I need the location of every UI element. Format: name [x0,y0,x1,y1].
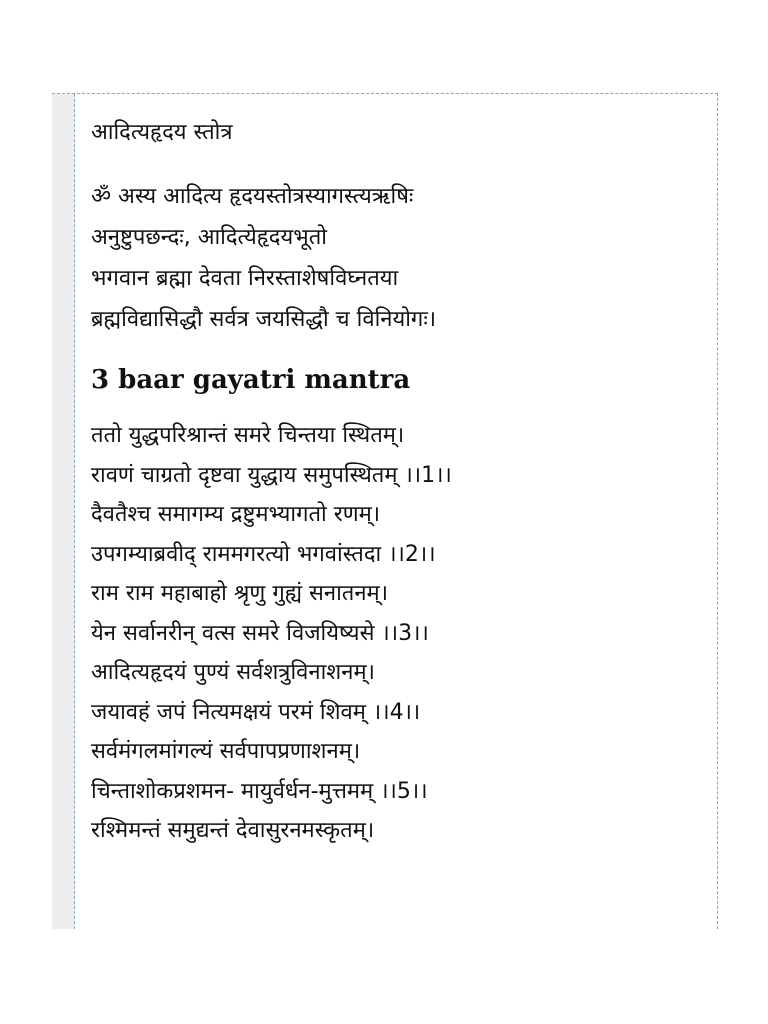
verse-paragraph [91,416,707,851]
verse-line: येन सर्वानरीन् वत्स समरे विजयिष्यसे ।।3।। [91,620,429,646]
verse-line: जयावहं जपं नित्यमक्षयं परमं शिवम् ।।4।। [91,699,421,725]
document-page [52,93,718,929]
intro-line: ब्रह्मविद्यासिद्धौ सर्वत्र जयसिद्धौ च विनियोगः। [91,307,437,332]
document-title: आदित्यहृदय स्तोत्र [91,120,233,145]
verse-line: दैवतैश्च समागम्य द्रष्टुमभ्यागतो रणम्। [91,502,381,527]
verse-line: रावणं चाग्रतो दृष्टवा युद्धाय समुपस्थितम् ।।1।। [91,462,452,488]
verse-line: ततो युद्धपरिश्रान्तं समरे चिन्तया स्थितम्। [91,423,405,448]
verse-line: चिन्ताशोकप्रशमन- मायुर्वर्धन-मुत्तमम् ।।5।। [91,778,428,804]
section-heading: 3 baar gayatri mantra [91,365,411,395]
intro-paragraph [91,176,707,340]
verse-line: राम राम महाबाहो श्रृणु गुह्यं सनातनम्। [91,581,389,606]
verse-line: उपगम्याब्रवीद् राममगरत्यो भगवांस्तदा ।।2।। [91,541,436,567]
document-content [91,116,707,851]
intro-line: ॐ अस्य आदित्य हृदयस्तोत्रस्यागस्त्यऋषिः [91,184,414,209]
intro-line: अनुष्टुपछन्दः, आदित्येहृदयभूतो [91,225,327,250]
verse-line: रश्मिमन्तं समुद्यन्तं देवासुरनमस्कृतम्। [91,818,375,843]
intro-line: भगवान ब्रह्मा देवता निरस्ताशेषविघ्नतया [91,266,399,291]
page-gutter [52,94,75,929]
verse-line: आदित्यहृदयं पुण्यं सर्वशत्रुविनाशनम्। [91,660,375,685]
verse-line: सर्वमंगलमांगल्यं सर्वपापप्रणाशनम्। [91,739,361,764]
